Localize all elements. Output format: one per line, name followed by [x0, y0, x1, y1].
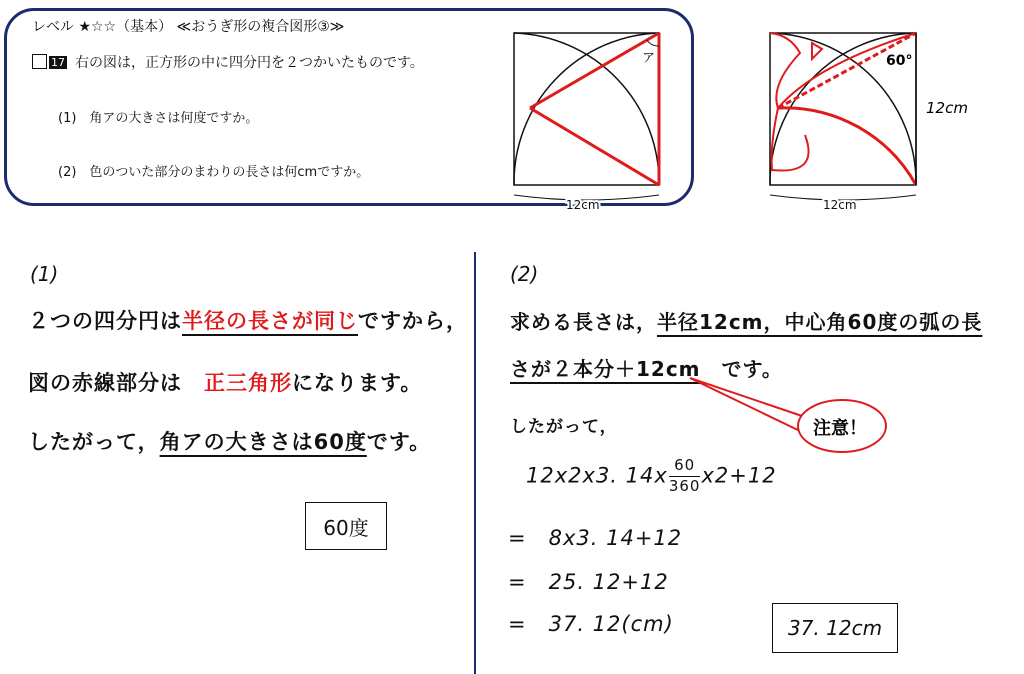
radius-dashed: [778, 33, 916, 108]
part2-label: (2): [510, 262, 539, 286]
underlined-definition-cont: さが２本分＋12cm: [510, 357, 701, 381]
text-span: 求める長さは，: [510, 310, 657, 334]
part1-line3: [28, 426, 431, 456]
problem-number: 17: [51, 56, 65, 69]
quarter-arc-top: [514, 33, 659, 185]
calc-line-4: = 37. 12(cm): [508, 612, 674, 636]
text-span: したがって，: [28, 430, 160, 454]
angle-label: ア: [642, 51, 656, 66]
angle-mark: [647, 40, 659, 46]
calc-text: 12x2x3. 14x: [526, 463, 668, 488]
red-arrow-head: [812, 43, 822, 59]
calc-text: x2+12: [701, 463, 777, 488]
callout-pointer: [690, 378, 808, 432]
text-span: ２つの四分円は: [28, 309, 182, 333]
red-arrow-loop-top: [770, 33, 916, 108]
frac-numerator: 60: [674, 456, 696, 474]
column-divider: [474, 252, 476, 674]
figure-1: [500, 25, 675, 215]
checkbox-icon: [32, 54, 47, 69]
quarter-arc-left: [514, 33, 659, 185]
problem-text: 右の図は，正方形の中に四分円を２つかいたものです。: [75, 55, 424, 71]
text-span: です。: [366, 430, 432, 454]
part1-line1: [28, 305, 468, 335]
red-arc-lower: [778, 108, 916, 185]
question-1: (1) 角アの大きさは何度ですか。: [58, 111, 259, 126]
text-span: になります。: [292, 371, 423, 395]
text-span: 図の赤線部分は: [28, 371, 182, 395]
part2-line3: したがって，: [510, 417, 618, 437]
text-span: ですから，: [358, 309, 468, 333]
note-text: 注意！: [813, 418, 867, 439]
angle-60-label: 60°: [886, 53, 913, 69]
part2-answer-box: 37. 12cm: [772, 603, 898, 653]
part2-line1: [510, 306, 982, 335]
calc-line-1: [526, 458, 777, 495]
frac-denominator: 360: [668, 476, 701, 495]
note-callout: [680, 370, 900, 470]
calc-line-2: = 8x3. 14+12: [508, 526, 683, 550]
part1-label: (1): [30, 262, 59, 286]
text-span: です。: [721, 357, 783, 381]
base-label-2: 12cm: [823, 198, 857, 212]
highlight-same-radius: 半径の長さが同じ: [182, 309, 358, 333]
question-2: (2) 色のついた部分のまわりの長さは何cmですか。: [58, 165, 370, 180]
problem-statement: [32, 52, 424, 72]
figure-2: [760, 25, 968, 215]
underlined-result: 角アの大きさは60度: [159, 430, 367, 454]
highlight-equilateral: 正三角形: [204, 371, 292, 395]
level-line: レベル ★☆☆（基本） ≪おうぎ形の複合図形③≫: [32, 19, 345, 35]
calc-line-3: = 25. 12+12: [508, 570, 669, 594]
base-label: 12cm: [566, 198, 600, 212]
underlined-definition: 半径12cm，中心角60度の弧の長: [657, 310, 983, 334]
red-side-lower: [530, 108, 659, 185]
part1-line2: [28, 367, 422, 397]
square-outline: [514, 33, 659, 185]
red-side-upper: [530, 33, 659, 108]
side-12cm-label: 12cm: [926, 99, 968, 117]
part1-answer-box: 60度: [305, 502, 387, 550]
fraction: [669, 458, 701, 495]
